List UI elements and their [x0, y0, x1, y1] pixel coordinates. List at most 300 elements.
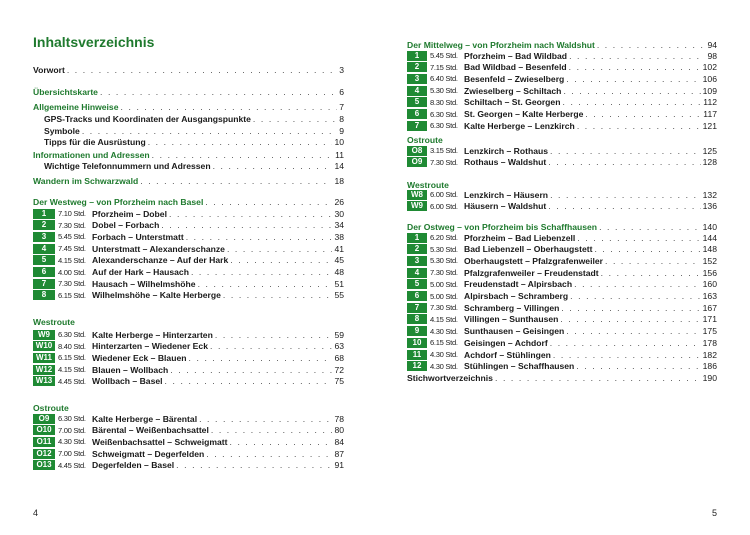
leader-dots — [569, 62, 701, 72]
stage-duration: 6.15 Std. — [430, 338, 458, 348]
leader-dots — [560, 314, 700, 324]
stage-duration: 3.15 Std. — [430, 146, 458, 155]
stage-page: 148 — [702, 244, 717, 255]
stage-route: Wiedener Eck – Blauen — [92, 352, 187, 363]
stage-page: 160 — [702, 279, 717, 290]
stage-entry — [407, 73, 717, 84]
section-title: Der Ostweg – von Pforzheim bis Schaffhausen — [407, 221, 598, 232]
stage-badge: 3 — [407, 256, 427, 266]
stage-duration: 6.30 Std. — [58, 414, 86, 423]
stage-duration: 5.30 Std. — [430, 256, 458, 266]
stage-page: 41 — [334, 243, 344, 254]
stage-route: Freudenstadt – Alpirsbach — [464, 279, 573, 290]
section-page: 26 — [334, 196, 344, 207]
stage-duration: 7.45 Std. — [58, 244, 86, 254]
stage-page: 128 — [702, 157, 717, 168]
stage-entry — [407, 50, 717, 61]
stage-duration: 5.45 Std. — [430, 51, 458, 60]
leader-dots — [577, 121, 701, 131]
stage-entry — [407, 291, 717, 302]
stage-duration: 4.15 Std. — [58, 255, 86, 265]
stage-route: Kalte Herberge – Lenzkirch — [464, 120, 575, 131]
stage-page: 109 — [702, 85, 717, 96]
stage-duration: 7.10 Std. — [58, 209, 86, 218]
toc-entry — [44, 113, 344, 124]
leader-dots — [561, 303, 700, 313]
entry-page: 8 — [339, 113, 344, 124]
toc-entry — [33, 149, 344, 160]
stage-badge: 10 — [407, 338, 427, 348]
section-page: 94 — [707, 39, 717, 50]
stage-entry — [407, 314, 717, 325]
stage-duration: 5.00 Std. — [430, 291, 458, 301]
stage-badge: W12 — [33, 365, 55, 375]
stage-route: Sunthausen – Geisingen — [464, 326, 565, 337]
stage-badge: O9 — [33, 414, 55, 424]
stage-badge: O8 — [407, 146, 427, 156]
leader-dots — [566, 326, 700, 336]
stage-route: Achdorf – Stühlingen — [464, 349, 551, 360]
stage-badge: W13 — [33, 376, 55, 386]
stage-badge: W10 — [33, 341, 55, 351]
leader-dots — [198, 279, 333, 289]
section-heading — [33, 196, 344, 207]
stage-duration: 4.15 Std. — [430, 314, 458, 324]
stage-entry — [33, 220, 344, 231]
stage-route: Wilhelmshöhe – Kalte Herberge — [92, 290, 221, 301]
stage-entry — [407, 255, 717, 266]
stage-entry — [407, 145, 717, 156]
leader-dots — [215, 330, 333, 340]
section-title: Westroute — [33, 316, 75, 327]
stage-page: 117 — [703, 109, 717, 119]
stage-badge: W8 — [407, 190, 427, 200]
stage-page: 72 — [334, 364, 344, 375]
stage-entry — [33, 436, 344, 447]
section-title: Westroute — [407, 179, 449, 190]
stage-page: 171 — [702, 314, 717, 325]
leader-dots — [550, 146, 701, 156]
stage-entry — [33, 255, 344, 266]
stage-duration: 5.30 Std. — [430, 86, 458, 96]
leader-dots — [563, 86, 700, 96]
entry-page: 10 — [334, 136, 344, 147]
toc-entry — [44, 125, 344, 136]
stage-page: 34 — [334, 220, 344, 231]
stage-badge: 1 — [407, 51, 427, 61]
stage-duration: 6.20 Std. — [430, 233, 458, 242]
stage-route: Pforzheim – Bad Liebenzell — [464, 232, 576, 243]
stage-page: 175 — [702, 326, 717, 337]
stage-duration: 4.45 Std. — [58, 460, 86, 470]
leader-dots — [597, 40, 706, 50]
stage-duration: 4.30 Std. — [58, 437, 86, 447]
stage-entry — [33, 267, 344, 278]
stage-page: 144 — [702, 232, 717, 243]
stage-route: Auf der Hark – Hausach — [92, 267, 189, 277]
stage-page: 98 — [707, 50, 717, 61]
leader-dots — [199, 414, 332, 424]
stage-badge: O10 — [33, 425, 55, 435]
stage-entry — [33, 352, 344, 363]
leader-dots — [569, 51, 705, 61]
entry-page: 11 — [335, 149, 344, 160]
page-title: Inhaltsverzeichnis — [33, 34, 155, 50]
stage-entry — [407, 361, 717, 372]
stage-badge: 2 — [33, 220, 55, 230]
stage-route: Besenfeld – Zwieselberg — [464, 73, 565, 84]
stage-route: Lenzkirch – Häusern — [464, 189, 549, 200]
stage-duration: 5.00 Std. — [430, 279, 458, 289]
stage-entry — [407, 189, 717, 200]
stage-duration: 4.30 Std. — [430, 361, 458, 371]
stage-route: Geisingen – Achdorf — [464, 337, 548, 348]
leader-dots — [223, 290, 333, 300]
stage-duration: 6.00 Std. — [430, 190, 458, 199]
stage-badge: 4 — [33, 244, 55, 254]
stage-badge: 12 — [407, 361, 427, 371]
stage-entry — [33, 376, 344, 387]
stage-page: 152 — [702, 255, 717, 266]
stage-page: 38 — [334, 231, 344, 242]
stage-badge: 4 — [407, 86, 427, 96]
stage-page: 84 — [334, 436, 344, 447]
leader-dots — [550, 338, 701, 348]
stage-duration: 4.30 Std. — [430, 350, 458, 359]
entry-page: 9 — [339, 125, 344, 136]
leader-dots — [191, 267, 332, 277]
leader-dots — [594, 244, 700, 254]
stage-badge: 6 — [407, 291, 427, 301]
stage-page: 59 — [334, 329, 344, 340]
stage-entry — [407, 62, 717, 73]
stage-route: Bärental – Weißenbachsattel — [92, 425, 209, 436]
stage-page: 121 — [702, 120, 717, 131]
stage-duration: 6.40 Std. — [430, 74, 458, 84]
stage-duration: 4.30 Std. — [430, 326, 458, 336]
page-number-left: 4 — [33, 508, 39, 518]
stage-page: 125 — [702, 145, 717, 156]
stage-badge: 6 — [407, 109, 427, 119]
section-title: Der Westweg – von Pforzheim nach Basel — [33, 196, 204, 207]
leader-dots — [176, 460, 332, 470]
leader-dots — [100, 87, 337, 97]
leader-dots — [148, 137, 333, 147]
stage-badge: 9 — [407, 326, 427, 336]
stage-duration: 5.30 Std. — [430, 244, 458, 254]
stage-route: St. Georgen – Kalte Herberge — [464, 109, 584, 119]
stage-duration: 4.45 Std. — [58, 376, 86, 386]
leader-dots — [605, 256, 701, 266]
leader-dots — [165, 376, 333, 386]
stage-duration: 6.00 Std. — [430, 201, 458, 211]
stage-entry — [407, 337, 717, 348]
entry-page: 3 — [339, 64, 344, 75]
leader-dots — [227, 244, 333, 254]
stage-duration: 7.30 Std. — [430, 157, 458, 167]
stage-route: Villingen – Sunthausen — [464, 314, 559, 325]
stage-route: Blauen – Wollbach — [92, 364, 169, 375]
stage-duration: 7.30 Std. — [58, 220, 86, 230]
leader-dots — [186, 232, 333, 242]
section-heading — [33, 316, 344, 327]
stage-entry — [407, 349, 717, 360]
stage-entry — [407, 120, 717, 131]
stage-duration: 8.40 Std. — [58, 341, 86, 351]
stage-page: 102 — [702, 62, 717, 73]
stage-duration: 8.30 Std. — [430, 97, 458, 107]
stage-page: 167 — [702, 302, 717, 313]
stage-route: Pfalzgrafenweiler – Freudenstadt — [464, 267, 599, 278]
stage-duration: 7.30 Std. — [430, 303, 458, 313]
stage-entry — [407, 232, 717, 243]
stage-entry — [33, 278, 344, 289]
stage-badge: 3 — [407, 74, 427, 84]
entry-title: Tipps für die Ausrüstung — [44, 136, 146, 147]
stage-route: Alpirsbach – Schramberg — [464, 291, 569, 301]
leader-dots — [161, 220, 332, 230]
stage-badge: W9 — [407, 201, 427, 211]
entry-page: 7 — [339, 101, 344, 112]
section-title: Ostroute — [33, 402, 69, 413]
toc-entry — [44, 136, 344, 147]
entry-title: Symbole — [44, 125, 80, 136]
stage-route: Zwieselberg – Schiltach — [464, 85, 562, 96]
stage-route: Bad Liebenzell – Oberhaugstett — [464, 244, 593, 255]
stage-entry — [33, 364, 344, 375]
leader-dots — [82, 126, 337, 136]
stage-duration: 4.15 Std. — [58, 365, 86, 375]
stage-entry — [33, 208, 344, 219]
stage-badge: 7 — [33, 279, 55, 289]
stage-route: Schiltach – St. Georgen — [464, 97, 561, 108]
leader-dots — [121, 102, 338, 112]
stage-page: 45 — [334, 255, 344, 266]
toc-entry — [33, 101, 344, 112]
leader-dots — [152, 150, 333, 160]
stage-page: 78 — [334, 413, 344, 424]
stage-entry — [407, 326, 717, 337]
stage-badge: O13 — [33, 460, 55, 470]
leader-dots — [548, 157, 700, 167]
stage-entry — [407, 244, 717, 255]
stage-page: 55 — [334, 290, 344, 301]
stage-duration: 6.15 Std. — [58, 353, 86, 363]
entry-title: GPS-Tracks und Koordinaten der Ausgangspunkte — [44, 113, 251, 124]
entry-title: Stichwortverzeichnis — [407, 372, 493, 383]
stage-page: 106 — [702, 73, 717, 84]
stage-route: Oberhaugstett – Pfalzgrafenweiler — [464, 255, 603, 266]
leader-dots — [213, 161, 333, 171]
stage-duration: 6.30 Std. — [58, 330, 86, 339]
stage-badge: 5 — [407, 97, 427, 107]
stage-page: 132 — [702, 189, 717, 200]
entry-title: Übersichtskarte — [33, 86, 98, 97]
stage-duration: 7.00 Std. — [58, 449, 86, 459]
stage-route: Wollbach – Basel — [92, 376, 163, 387]
entry-page: 6 — [339, 86, 344, 97]
stage-badge: O12 — [33, 449, 55, 459]
stage-route: Forbach – Unterstmatt — [92, 231, 184, 242]
section-page: 140 — [702, 221, 717, 232]
stage-route: Schweigmatt – Degerfelden — [92, 448, 205, 459]
stage-badge: 5 — [33, 255, 55, 265]
entry-title: Informationen und Adressen — [33, 149, 150, 160]
leader-dots — [550, 190, 701, 200]
stage-duration: 6.15 Std. — [58, 290, 86, 300]
leader-dots — [574, 279, 701, 289]
section-heading — [407, 39, 717, 50]
stage-entry — [407, 267, 717, 278]
stage-page: 163 — [702, 291, 717, 301]
stage-entry — [33, 413, 344, 424]
stage-route: Schramberg – Villingen — [464, 302, 560, 313]
leader-dots — [229, 437, 332, 447]
leader-dots — [210, 341, 332, 351]
stage-route: Rothaus – Waldshut — [464, 157, 547, 168]
stage-badge: O11 — [33, 437, 55, 447]
leader-dots — [599, 222, 701, 232]
leader-dots — [576, 361, 700, 371]
stage-duration: 5.45 Std. — [58, 232, 86, 242]
stage-badge: 2 — [407, 244, 427, 254]
stage-duration: 7.30 Std. — [430, 268, 458, 278]
stage-page: 80 — [334, 425, 344, 436]
stage-page: 51 — [334, 278, 344, 289]
stage-route: Pforzheim – Dobel — [92, 208, 167, 219]
stage-route: Bad Wildbad – Besenfeld — [464, 62, 567, 73]
stage-duration: 6.30 Std. — [430, 121, 458, 131]
stage-entry — [407, 85, 717, 96]
stage-route: Kalte Herberge – Hinterzarten — [92, 329, 213, 340]
stage-badge: 8 — [33, 290, 55, 300]
stage-badge: 5 — [407, 279, 427, 289]
toc-entry — [407, 372, 717, 383]
stage-entry — [33, 341, 344, 352]
entry-page: 18 — [334, 175, 344, 186]
stage-route: Alexanderschanze – Auf der Hark — [92, 255, 229, 266]
stage-badge: 11 — [407, 350, 427, 360]
stage-page: 68 — [334, 352, 344, 363]
entry-title: Allgemeine Hinweise — [33, 101, 119, 112]
section-heading — [407, 134, 717, 145]
section-title: Der Mittelweg – von Pforzheim nach Waldshut — [407, 39, 595, 50]
stage-badge: 2 — [407, 62, 427, 72]
stage-entry — [33, 425, 344, 436]
stage-route: Stühlingen – Schaffhausen — [464, 361, 575, 372]
toc-entry — [44, 160, 344, 171]
stage-page: 112 — [703, 97, 717, 108]
stage-route: Lenzkirch – Rothaus — [464, 145, 549, 156]
leader-dots — [548, 201, 700, 211]
entry-title: Vorwort — [33, 64, 65, 75]
stage-page: 48 — [334, 267, 344, 277]
stage-entry — [33, 243, 344, 254]
stage-duration: 7.30 Std. — [58, 279, 86, 289]
stage-page: 87 — [334, 448, 344, 459]
stage-entry — [33, 290, 344, 301]
stage-page: 63 — [334, 341, 344, 352]
stage-entry — [407, 97, 717, 108]
toc-entry — [33, 175, 344, 186]
stage-badge: 1 — [407, 233, 427, 243]
stage-badge: W9 — [33, 330, 55, 340]
leader-dots — [211, 425, 333, 435]
stage-duration: 4.00 Std. — [58, 267, 86, 277]
stage-badge: 1 — [33, 209, 55, 219]
stage-page: 178 — [702, 337, 717, 348]
stage-entry — [407, 109, 717, 120]
stage-route: Häusern – Waldshut — [464, 201, 547, 212]
toc-entry — [33, 86, 344, 97]
leader-dots — [169, 209, 332, 219]
stage-badge: 3 — [33, 232, 55, 242]
stage-duration: 7.00 Std. — [58, 425, 86, 435]
leader-dots — [577, 233, 700, 243]
entry-page: 14 — [334, 160, 344, 171]
stage-route: Kalte Herberge – Bärental — [92, 413, 198, 424]
stage-route: Degerfelden – Basel — [92, 460, 175, 471]
leader-dots — [189, 353, 333, 363]
leader-dots — [495, 373, 701, 383]
stage-page: 30 — [334, 208, 344, 219]
stage-badge: 7 — [407, 121, 427, 131]
leader-dots — [553, 350, 701, 360]
stage-route: Hausach – Wilhelmshöhe — [92, 278, 196, 289]
leader-dots — [253, 114, 337, 124]
stage-page: 136 — [702, 201, 717, 212]
stage-entry — [407, 302, 717, 313]
leader-dots — [601, 268, 701, 278]
stage-entry — [407, 157, 717, 168]
leader-dots — [230, 255, 332, 265]
stage-duration: 7.15 Std. — [430, 62, 458, 72]
stage-route: Dobel – Forbach — [92, 220, 160, 231]
stage-badge: 7 — [407, 303, 427, 313]
stage-page: 75 — [334, 376, 344, 387]
stage-page: 91 — [334, 460, 344, 471]
stage-badge: W11 — [33, 353, 55, 363]
stage-badge: 6 — [33, 267, 55, 277]
leader-dots — [585, 109, 701, 119]
leader-dots — [566, 74, 700, 84]
leader-dots — [206, 449, 332, 459]
leader-dots — [140, 176, 332, 186]
leader-dots — [170, 365, 332, 375]
leader-dots — [67, 65, 337, 75]
stage-page: 156 — [702, 267, 717, 278]
leader-dots — [562, 97, 701, 107]
stage-duration: 6.30 Std. — [430, 109, 458, 119]
section-heading — [33, 402, 344, 413]
stage-route: Weißenbachsattel – Schweigmatt — [92, 436, 228, 447]
page-number-right: 5 — [712, 508, 718, 518]
stage-entry — [407, 201, 717, 212]
stage-badge: 4 — [407, 268, 427, 278]
stage-entry — [33, 448, 344, 459]
section-title: Ostroute — [407, 134, 443, 145]
stage-entry — [407, 279, 717, 290]
entry-title: Wichtige Telefonnummern und Adressen — [44, 160, 211, 171]
stage-page: 186 — [702, 361, 717, 372]
entry-page: 190 — [702, 372, 717, 383]
stage-badge: 8 — [407, 314, 427, 324]
leader-dots — [570, 291, 701, 301]
stage-badge: O9 — [407, 157, 427, 167]
section-heading — [407, 221, 717, 232]
entry-title: Wandern im Schwarzwald — [33, 175, 139, 186]
stage-route: Unterstmatt – Alexanderschanze — [92, 243, 225, 254]
